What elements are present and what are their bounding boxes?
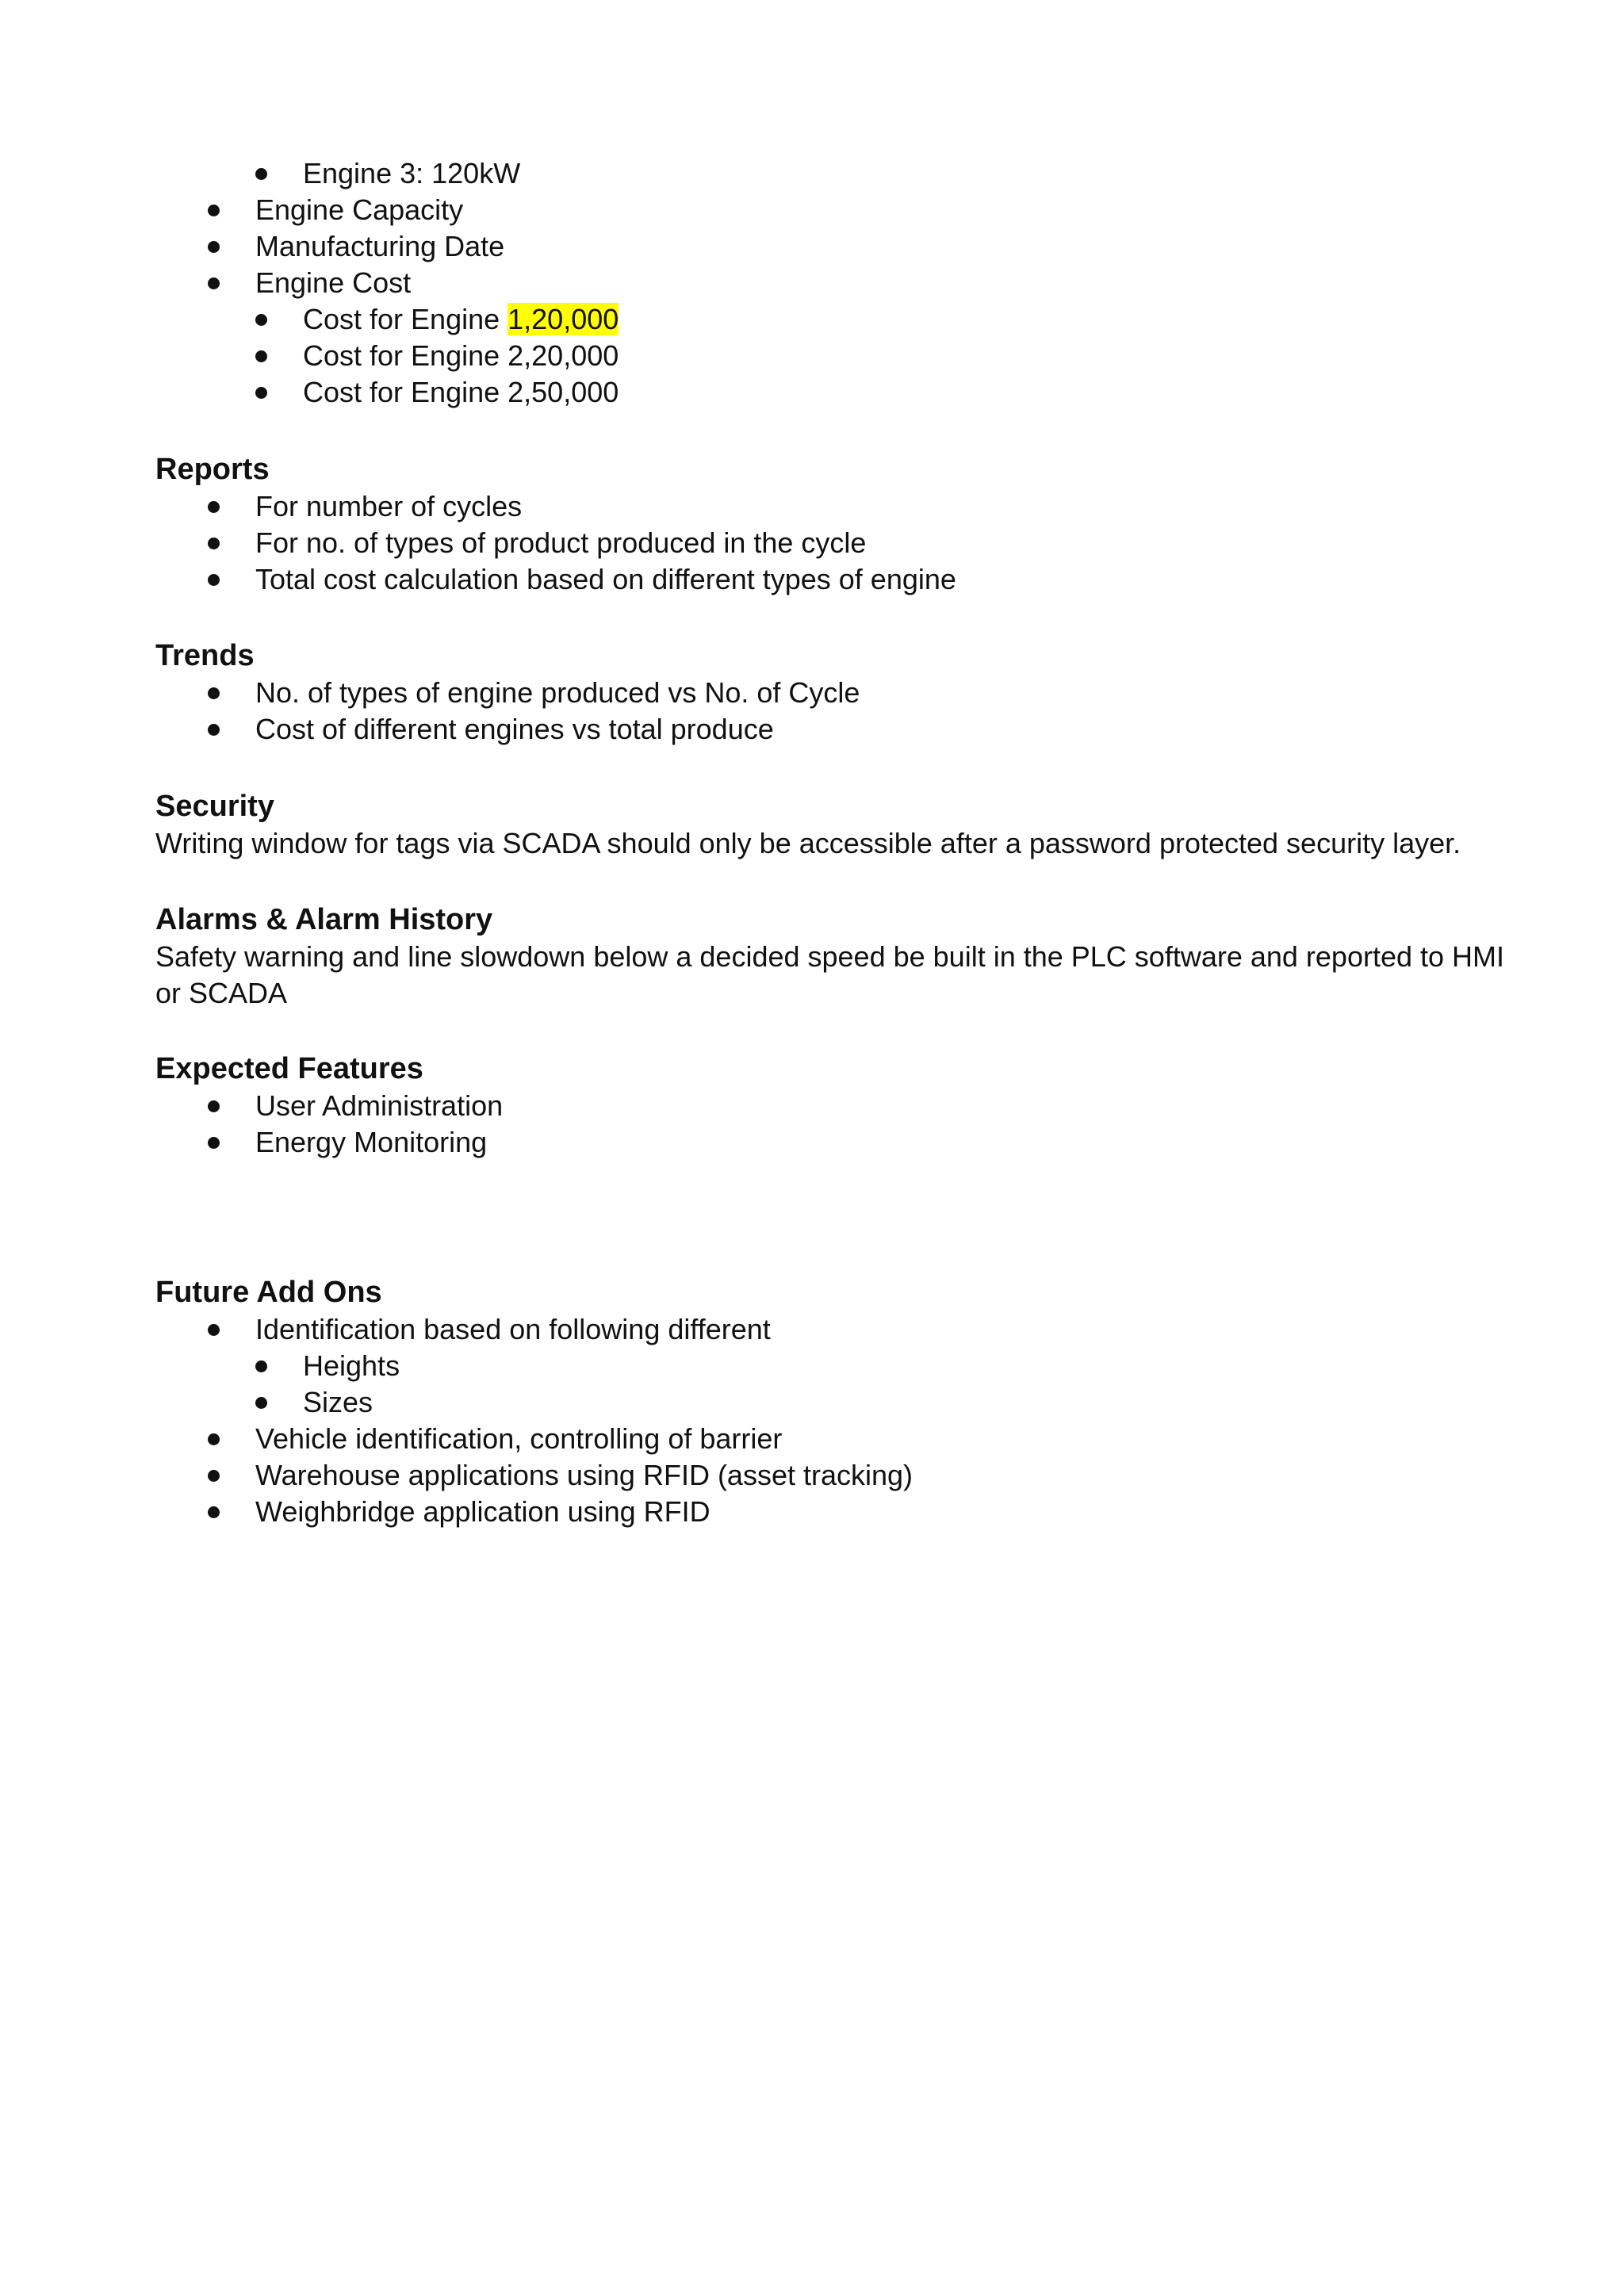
- bullet-icon: [208, 1088, 239, 1124]
- list-item-text: For number of cycles: [255, 490, 523, 522]
- cost-value: 2,50,000: [508, 376, 619, 408]
- cost-prefix: Cost for Engine: [303, 303, 508, 335]
- list-item-text: Identification based on following different: [255, 1313, 771, 1345]
- bullet-icon: [208, 1457, 239, 1494]
- list-item-text: User Administration: [255, 1089, 504, 1122]
- section-heading-alarms: Alarms & Alarm History: [155, 903, 493, 936]
- list-item-text: Sizes: [303, 1386, 373, 1418]
- bullet-icon: [208, 675, 239, 711]
- bullet-icon: [208, 561, 239, 598]
- bullet-icon: [255, 1348, 287, 1384]
- bullet-icon: [208, 265, 239, 301]
- list-item-text: Engine 3: 120kW: [303, 157, 521, 189]
- bullet-icon: [255, 301, 287, 338]
- bullet-icon: [208, 228, 239, 265]
- section-heading-expected-features: Expected Features: [155, 1052, 423, 1085]
- cost-prefix: Cost for Engine: [303, 376, 508, 408]
- bullet-icon: [255, 338, 287, 374]
- section-heading-trends: Trends: [155, 639, 255, 672]
- bullet-icon: [255, 155, 287, 192]
- bullet-icon: [208, 1124, 239, 1161]
- list-item-text: Cost of different engines vs total produce: [255, 713, 774, 745]
- list-item-text: Weighbridge application using RFID: [255, 1495, 710, 1528]
- cost-value-highlighted: 1,20,000: [508, 303, 619, 335]
- list-item-text: Warehouse applications using RFID (asset tracking): [255, 1459, 914, 1491]
- bullet-icon: [208, 711, 239, 748]
- list-item-text: [303, 301, 619, 338]
- cost-prefix: Cost for Engine: [303, 339, 508, 372]
- bullet-icon: [208, 1311, 239, 1348]
- bullet-icon: [208, 488, 239, 525]
- list-item-text: Heights: [303, 1349, 400, 1382]
- bullet-icon: [208, 1421, 239, 1457]
- section-heading-future-addons: Future Add Ons: [155, 1276, 382, 1309]
- list-item-text: Total cost calculation based on different types of engine: [255, 563, 956, 595]
- list-item-text: Manufacturing Date: [255, 230, 505, 262]
- list-item-text: Engine Cost: [255, 266, 412, 299]
- security-paragraph: Writing window for tags via SCADA should only be accessible after a password protected security layer.: [155, 827, 1461, 859]
- list-item-text: Vehicle identification, controlling of barrier: [255, 1422, 783, 1455]
- section-heading-reports: Reports: [155, 453, 270, 486]
- bullet-icon: [208, 192, 239, 228]
- alarms-paragraph: Safety warning and line slowdown below a decided speed be built in the PLC software and reported to HMI or SCADA: [155, 940, 1505, 1009]
- list-item-text: For no. of types of product produced in the cycle: [255, 526, 867, 559]
- bullet-icon: [208, 525, 239, 561]
- list-item-text: Engine Capacity: [255, 193, 464, 226]
- list-item-text: Energy Monitoring: [255, 1126, 488, 1158]
- bullet-icon: [208, 1494, 239, 1530]
- list-item-text: [303, 338, 619, 374]
- bullet-icon: [255, 374, 287, 411]
- bullet-icon: [255, 1384, 287, 1421]
- section-heading-security: Security: [155, 790, 274, 823]
- cost-value: 2,20,000: [508, 339, 619, 372]
- list-item-text: [303, 374, 619, 411]
- list-item-text: No. of types of engine produced vs No. of Cycle: [255, 676, 860, 709]
